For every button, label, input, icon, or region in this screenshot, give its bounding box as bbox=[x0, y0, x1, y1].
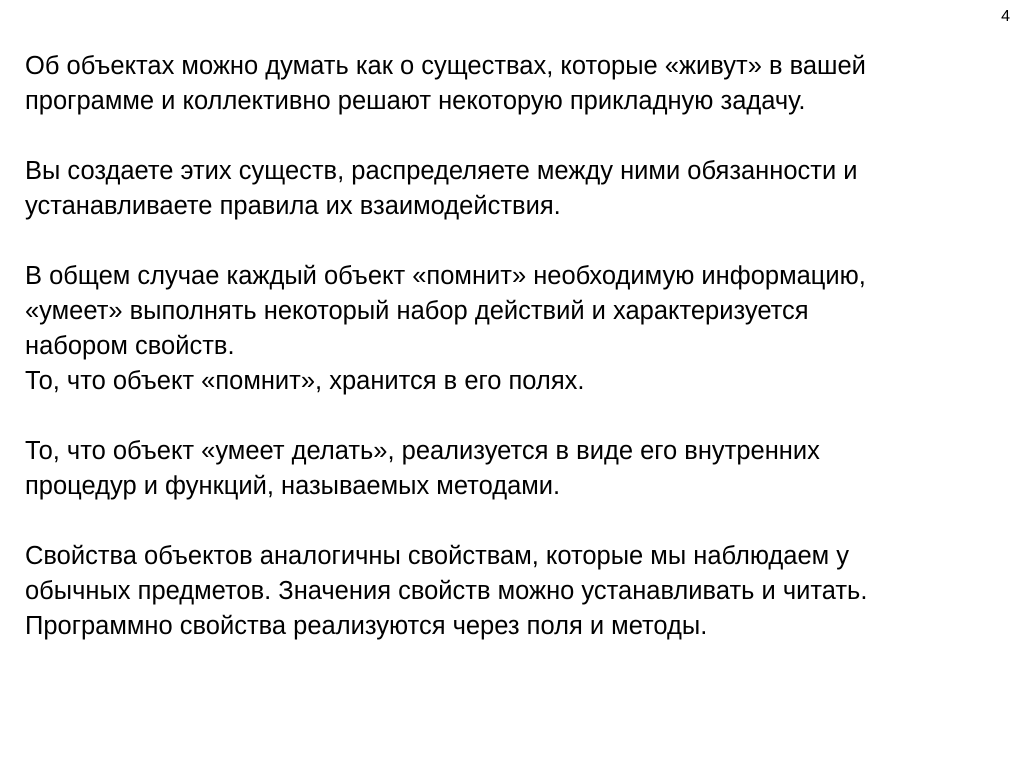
text-line: «умеет» выполнять некоторый набор действий и характеризуется bbox=[25, 297, 809, 325]
paragraph-properties bbox=[25, 539, 1005, 644]
text-line: Вы создаете этих существ, распределяете между ними обязанности и bbox=[25, 157, 858, 185]
page-number: 4 bbox=[1001, 8, 1010, 25]
text-line: устанавливаете правила их взаимодействия. bbox=[25, 192, 561, 220]
paragraph-gap bbox=[25, 504, 1005, 539]
text-line: обычных предметов. Значения свойств можно устанавливать и читать. bbox=[25, 577, 868, 605]
paragraph-gap bbox=[25, 119, 1005, 154]
paragraph-gap bbox=[25, 399, 1005, 434]
paragraph-gap bbox=[25, 224, 1005, 259]
text-line: Об объектах можно думать как о существах, которые «живут» в вашей bbox=[25, 52, 866, 80]
paragraph-creating-beings bbox=[25, 154, 1005, 224]
paragraph-methods bbox=[25, 434, 1005, 504]
text-line: набором свойств. bbox=[25, 332, 235, 360]
slide-body bbox=[25, 49, 1005, 644]
text-line: Программно свойства реализуются через поля и методы. bbox=[25, 612, 708, 640]
text-line: То, что объект «умеет делать», реализуется в виде его внутренних bbox=[25, 437, 820, 465]
text-line: процедур и функций, называемых методами. bbox=[25, 472, 561, 500]
text-line: В общем случае каждый объект «помнит» необходимую информацию, bbox=[25, 262, 866, 290]
paragraph-object-memory bbox=[25, 259, 1005, 399]
text-line: программе и коллективно решают некоторую прикладную задачу. bbox=[25, 87, 806, 115]
paragraph-objects-as-beings bbox=[25, 49, 1005, 119]
text-line: То, что объект «помнит», хранится в его полях. bbox=[25, 367, 585, 395]
text-line: Свойства объектов аналогичны свойствам, которые мы наблюдаем у bbox=[25, 542, 850, 570]
